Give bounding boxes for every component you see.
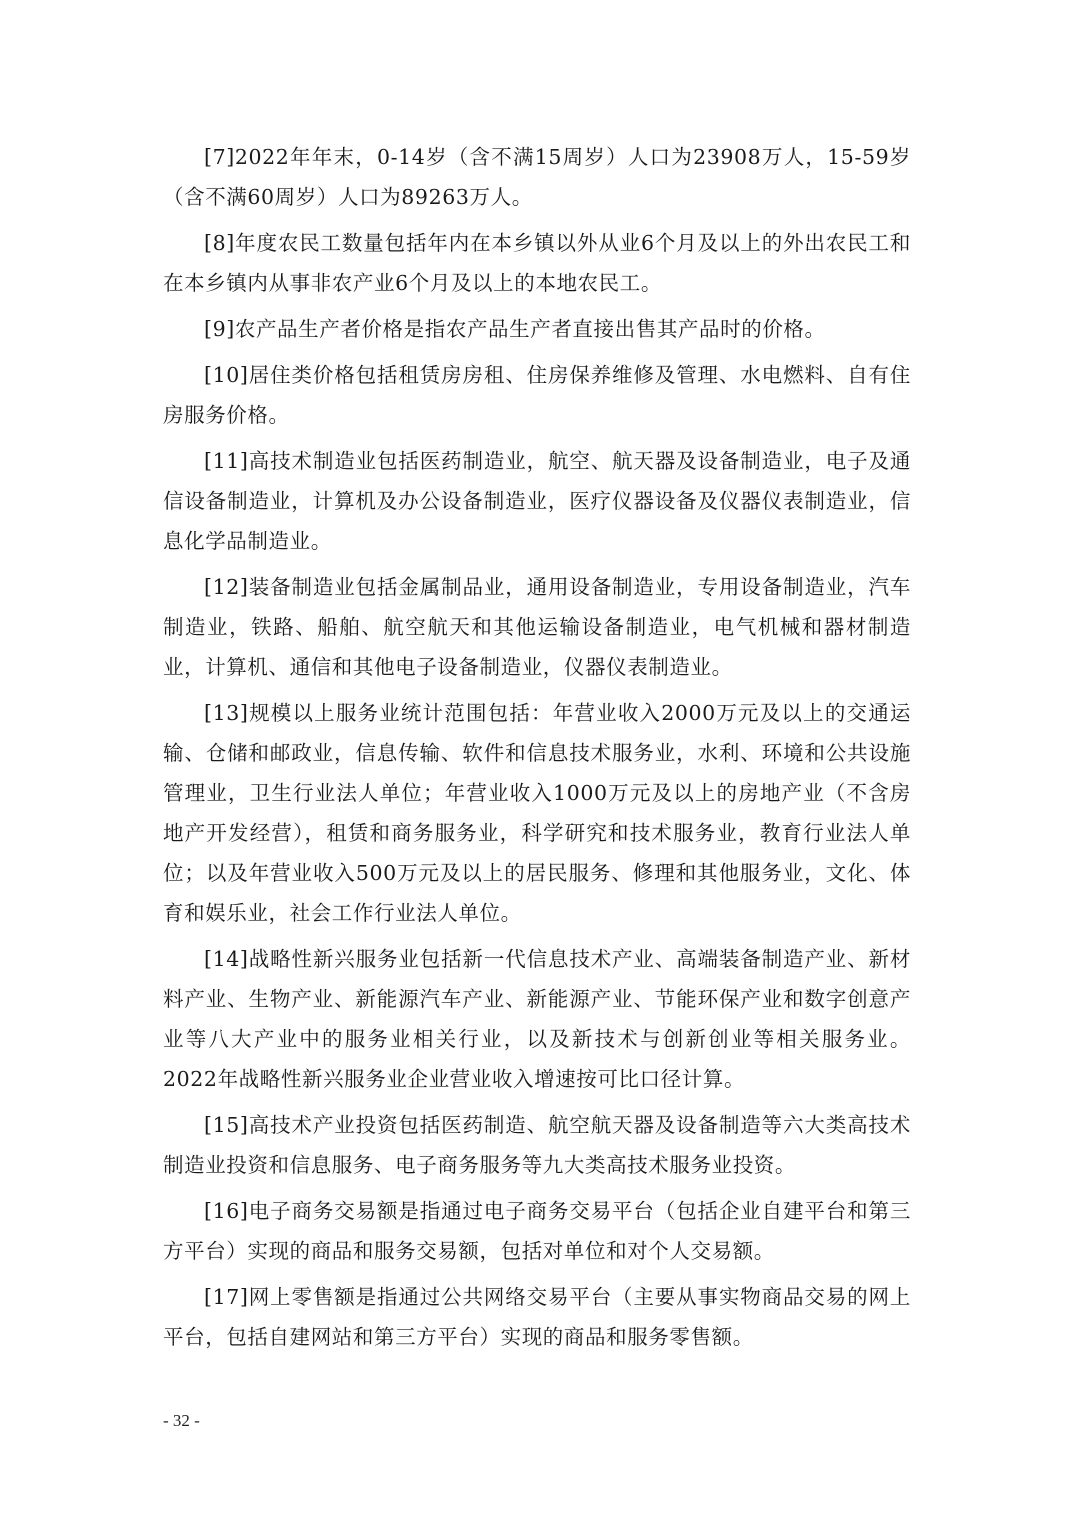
footnote-15: [15]高技术产业投资包括医药制造、航空航天器及设备制造等六大类高技术制造业投资和信息服务、电子商务服务等九大类高技术服务业投资。: [163, 1113, 911, 1177]
footnote-17: [17]网上零售额是指通过公共网络交易平台（主要从事实物商品交易的网上平台，包括自建网站和第三方平台）实现的商品和服务零售额。: [163, 1285, 911, 1349]
footnote-16: [16]电子商务交易额是指通过电子商务交易平台（包括企业自建平台和第三方平台）实现的商品和服务交易额，包括对单位和对个人交易额。: [163, 1199, 911, 1263]
footnote-12: [12]装备制造业包括金属制品业，通用设备制造业，专用设备制造业，汽车制造业，铁路、船舶、航空航天和其他运输设备制造业，电气机械和器材制造业，计算机、通信和其他电子设备制造业，仪器仪表制造业。: [163, 575, 911, 679]
footnote-14: [14]战略性新兴服务业包括新一代信息技术产业、高端装备制造产业、新材料产业、生物产业、新能源汽车产业、新能源产业、节能环保产业和数字创意产业等八大产业中的服务业相关行业，以及新技术与创新创业等相关服务业。2022年战略性新兴服务业企业营业收入增速按可比口径计算。: [163, 947, 911, 1091]
footnote-9: [9]农产品生产者价格是指农产品生产者直接出售其产品时的价格。: [204, 317, 826, 341]
footnotes-section: [163, 137, 911, 1363]
footnote-8: [8]年度农民工数量包括年内在本乡镇以外从业6个月及以上的外出农民工和在本乡镇内从事非农产业6个月及以上的本地农民工。: [163, 231, 911, 295]
footnote-7: [7]2022年年末，0-14岁（含不满15周岁）人口为23908万人，15-59岁（含不满60周岁）人口为89263万人。: [163, 145, 911, 209]
footnote-11: [11]高技术制造业包括医药制造业，航空、航天器及设备制造业，电子及通信设备制造业，计算机及办公设备制造业，医疗仪器设备及仪器仪表制造业，信息化学品制造业。: [163, 449, 911, 553]
page-number: - 32 -: [163, 1411, 200, 1430]
footnote-13: [13]规模以上服务业统计范围包括：年营业收入2000万元及以上的交通运输、仓储和邮政业，信息传输、软件和信息技术服务业，水利、环境和公共设施管理业，卫生行业法人单位；年营业收入1000万元及以上的房地产业（不含房地产开发经营），租赁和商务服务业，科学研究和技术服务业，教育行业法人单位；以及年营业收入500万元及以上的居民服务、修理和其他服务业，文化、体育和娱乐业，社会工作行业法人单位。: [163, 701, 911, 925]
footnote-10: [10]居住类价格包括租赁房房租、住房保养维修及管理、水电燃料、自有住房服务价格。: [163, 363, 911, 427]
